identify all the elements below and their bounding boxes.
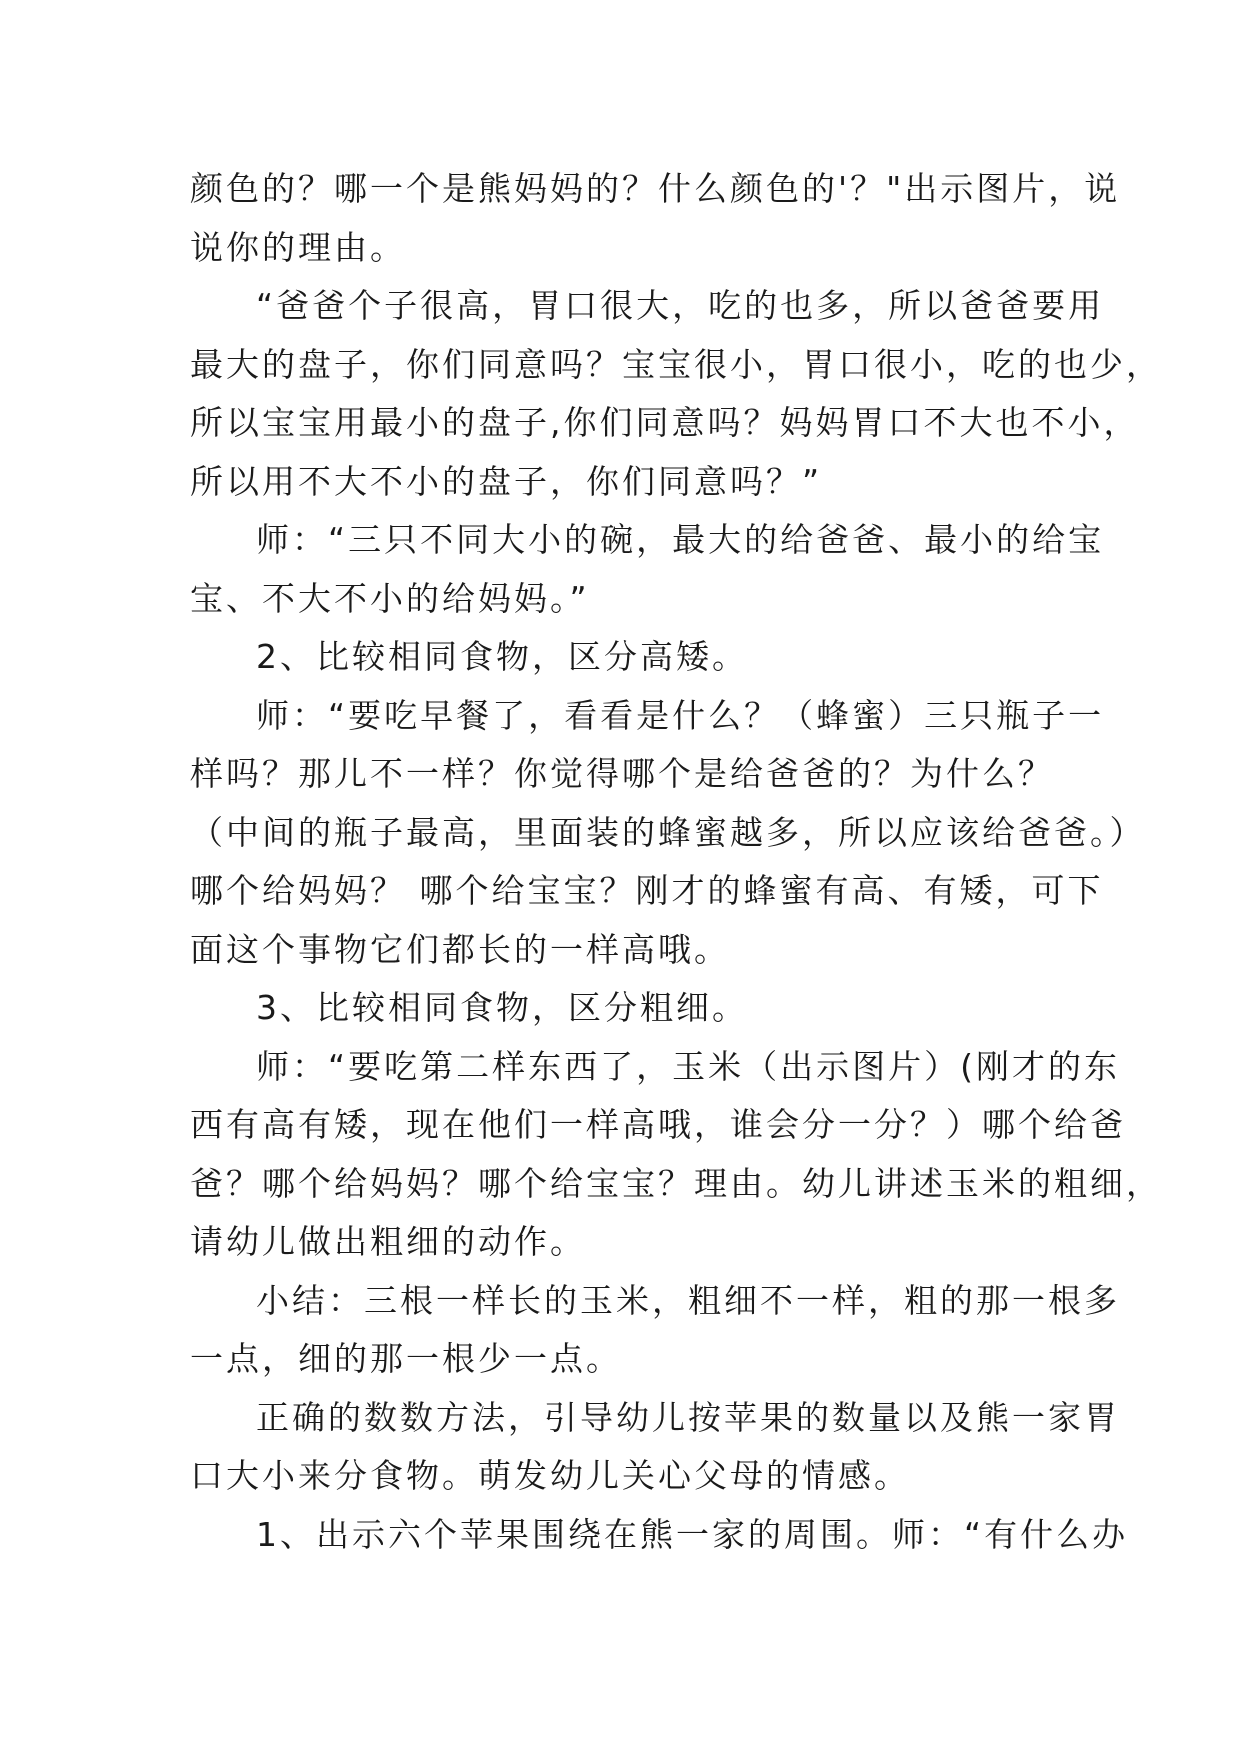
text-line: （中间的瓶子最高，里面装的蜂蜜越多，所以应该给爸爸。） [190, 812, 1146, 852]
text-line: 小结：三根一样长的玉米，粗细不一样，粗的那一根多 [256, 1280, 1120, 1320]
text-line: 哪个给妈妈？ 哪个给宝宝？刚才的蜂蜜有高、有矮，可下 [190, 871, 1104, 910]
text-line: 师：“三只不同大小的碗，最大的给爸爸、最小的给宝 [256, 520, 1105, 559]
text-line: “爸爸个子很高，胃口很大，吃的也多，所以爸爸要用 [256, 286, 1105, 325]
text-line: 1、出示六个苹果围绕在熊一家的周围。师：“有什么办 [256, 1514, 1129, 1554]
text-line: 一点，细的那一根少一点。 [190, 1339, 622, 1378]
text-line: 爸？哪个给妈妈？哪个给宝宝？理由。幼儿讲述玉米的粗细， [190, 1163, 1162, 1203]
text-line: 宝、不大不小的给妈妈。” [190, 578, 590, 618]
text-line: 面这个事物它们都长的一样高哦。 [190, 929, 730, 969]
text-line: 所以宝宝用最小的盘子,你们同意吗？妈妈胃口不大也不小， [190, 403, 1140, 442]
text-line: 2、比较相同食物，区分高矮。 [256, 637, 748, 676]
text-line: 样吗？那儿不一样？你觉得哪个是给爸爸的？为什么？ [190, 754, 1054, 793]
text-line: 所以用不大不小的盘子，你们同意吗？” [190, 461, 823, 501]
text-line: 西有高有矮，现在他们一样高哦，谁会分一分？）哪个给爸 [190, 1105, 1126, 1144]
text-line: 正确的数数方法，引导幼儿按苹果的数量以及熊一家胃 [256, 1397, 1120, 1437]
document-body [190, 160, 1162, 1564]
text-line: 颜色的？哪一个是熊妈妈的？什么颜色的'？"出示图片，说 [190, 169, 1121, 208]
text-line: 师：“要吃第二样东西了，玉米（出示图片）(刚才的东 [256, 1046, 1120, 1086]
text-line: 说你的理由。 [190, 227, 406, 267]
text-line: 师：“要吃早餐了，看看是什么？（蜂蜜）三只瓶子一 [256, 695, 1105, 735]
text-line: 请幼儿做出粗细的动作。 [190, 1222, 586, 1261]
text-line: 最大的盘子，你们同意吗？宝宝很小，胃口很小，吃的也少， [190, 344, 1162, 384]
text-line: 口大小来分食物。萌发幼儿关心父母的情感。 [190, 1456, 910, 1495]
text-line: 3、比较相同食物，区分粗细。 [256, 988, 748, 1027]
